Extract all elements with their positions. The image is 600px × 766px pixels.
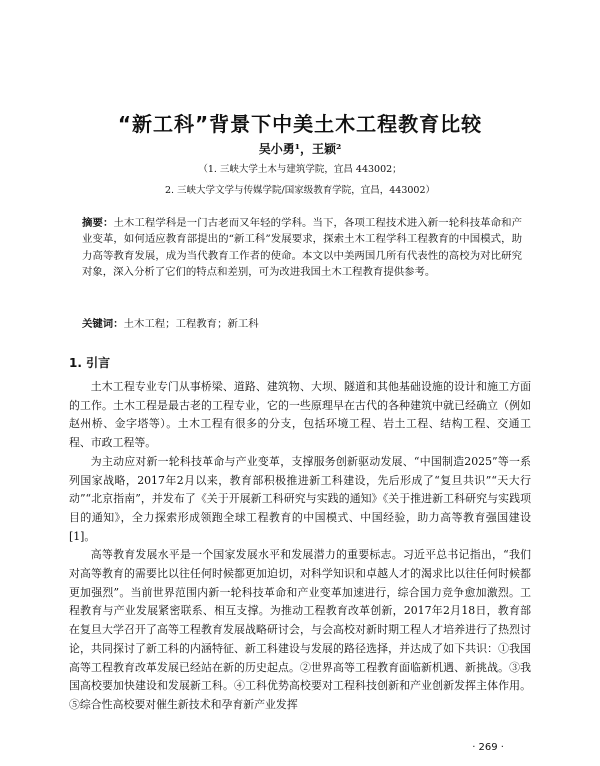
paragraph-3: 高等教育发展水平是一个国家发展水平和发展潜力的重要标志。习近平总书记指出，“我们对高等教育的需要比以往任何时候都更加迫切，对科学知识和卓越人才的渴求比以往任何时候都更加强烈”。当前世界范围内新一轮科技革命和产业变革加速进行，综合国力竞争愈加激烈。工程教育与产业发展紧密联系、相互支撑。为推动工程教育改革创新，2017年2月18日，教育部在复旦大学召开了高等工程教育发展战略研讨会，与会高校对新时期工程人才培养进行了热烈讨论，共同探讨了新工科的内涵特征、新工科建设与发展的路径选择，并达成了如下共识：①我国高等工程教育改革发展已经站在新的历史起点。②世界高等工程教育面临新机遇、新挑战。③我国高校要加快建设和发展新工科。④工科优势高校要对工程科技创新和产业创新发挥主体作用。⑤综合性高校要对催生新技术和孕育新产业发挥 — [69, 548, 531, 711]
page-number: · 269 · — [472, 742, 504, 753]
paragraph-2: 为主动应对新一轮科技革命与产业变革，支撑服务创新驱动发展、“中国制造2025”等一系列国家战略，2017年2月以来，教育部积极推进新工科建设，先后形成了“复旦共识”“天大行动”“北京指南”，并发布了《关于开展新工科研究与实践的通知》《关于推进新工科研究与实践项目的通知》，全力探索形成领跑全球工程教育的中国模式、中国经验，助力高等教育强国建设[1]。 — [69, 454, 531, 543]
abstract — [82, 215, 522, 281]
keywords — [82, 316, 522, 332]
paper-title: “新工科”背景下中美土木工程教育比较 — [117, 112, 483, 136]
paragraph-1: 土木工程专业专门从事桥梁、道路、建筑物、大坝、隧道和其他基础设施的设计和施工方面的工作。土木工程是最古老的工程专业，它的一些原理早在古代的各种建筑中就已经确立（例如赵州桥、金字塔等）。土木工程有很多的分支，包括环境工程、岩土工程、结构工程、交通工程、市政工程等。 — [69, 380, 531, 450]
body-text — [69, 378, 531, 715]
authors: 吴小勇¹，王颖² — [258, 142, 342, 156]
abstract-label: 摘要： — [82, 217, 114, 229]
keywords-text: 土木工程；工程教育；新工科 — [123, 318, 259, 330]
keywords-label: 关键词： — [82, 318, 124, 330]
affiliation-1: （1. 三峡大学土木与建筑学院，宜昌 443002； — [198, 164, 402, 175]
section-heading: 1. 引言 — [69, 356, 111, 370]
affiliation-2: 2. 三峡大学文学与传媒学院/国家级教育学院，宜昌，443002） — [164, 185, 436, 196]
abstract-text: 土木工程学科是一门古老而又年轻的学科。当下，各项工程技术进入新一轮科技革命和产业变革，如何适应教育部提出的“新工科”发展要求，探索土木工程学科工程教育的中国模式，助力高等教育发展，成为当代教育工作者的使命。本文以中美两国几所有代表性的高校为对比研究对象，深入分析了它们的特点和差别，可为改进我国土木工程教育提供参考。 — [82, 217, 522, 279]
